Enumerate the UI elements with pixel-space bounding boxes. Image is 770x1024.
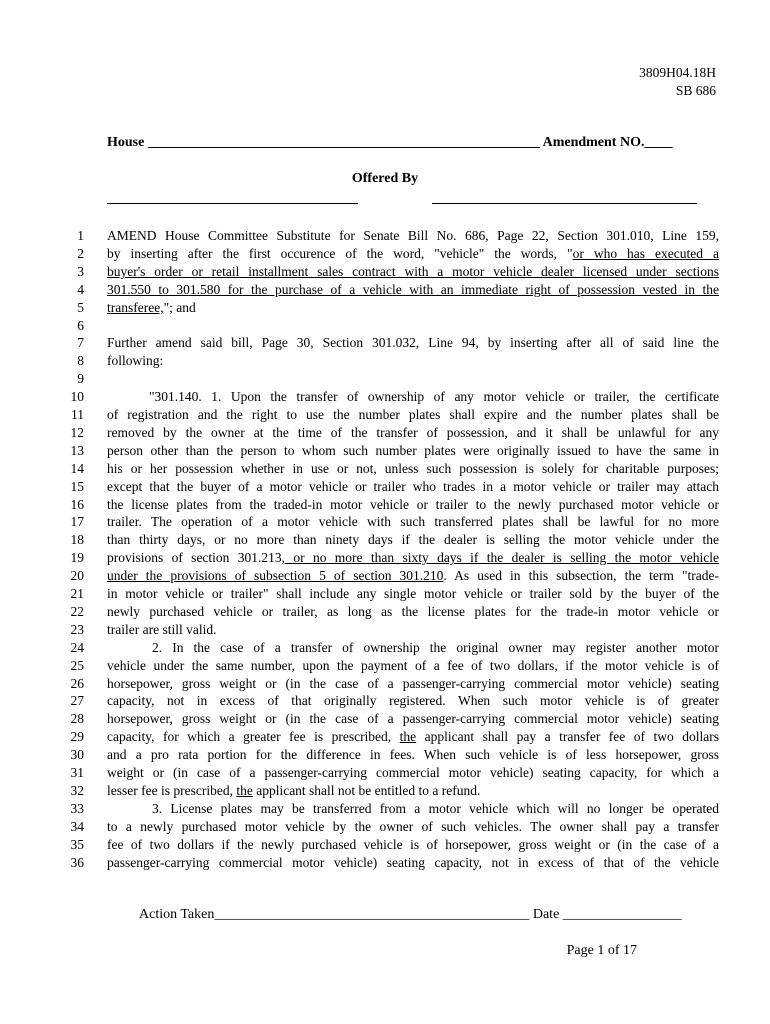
line-number: 27 xyxy=(70,693,84,709)
document-line xyxy=(0,424,770,442)
line-text xyxy=(107,478,719,496)
date-blank: _________________ xyxy=(562,907,682,922)
line-text-segment: "; and xyxy=(163,299,196,315)
document-line xyxy=(0,406,770,424)
line-number: 3 xyxy=(77,263,84,279)
line-number: 11 xyxy=(71,407,84,422)
line-text-segment: . As used in this subsection, the term "trade- xyxy=(443,568,719,584)
document-line xyxy=(0,352,770,370)
line-text xyxy=(107,227,719,245)
amendment-number-blank: ____ xyxy=(644,135,673,150)
line-number: 7 xyxy=(77,335,84,351)
line-text xyxy=(107,442,719,460)
document-line xyxy=(0,782,770,800)
line-text-segment: passenger-carrying commercial motor vehicle) seating capacity, not in excess of that of the vehicle xyxy=(107,854,719,870)
document-line xyxy=(0,513,770,531)
document-line xyxy=(0,263,770,281)
line-text xyxy=(107,603,719,621)
line-text xyxy=(107,675,719,693)
line-number: 21 xyxy=(70,586,84,601)
line-number: 31 xyxy=(70,765,84,780)
line-text-segment: capacity, for which a greater fee is prescribed, xyxy=(107,729,400,745)
page-number: Page 1 of 17 xyxy=(566,943,637,958)
line-text-segment: AMEND House Committee Substitute for Senate Bill No. 686, Page 22, Section 301.010, Line 159, xyxy=(107,228,719,243)
line-text xyxy=(107,639,719,657)
line-number: 18 xyxy=(70,532,84,548)
line-number: 24 xyxy=(70,639,84,655)
document-line xyxy=(0,299,770,317)
line-number: 35 xyxy=(70,836,84,852)
house-amendment-line xyxy=(107,135,672,151)
line-text-segment: newly purchased vehicle or trailer, as long as the license plates for the trade-in motor vehicle or xyxy=(107,603,719,619)
line-text-segment: and a pro rata portion for the difference in fees. When such vehicle is of less horsepower, gross xyxy=(107,747,719,763)
line-text-segment: person other than the person to whom such number plates were originally issued to have the same in xyxy=(107,442,719,458)
line-text xyxy=(107,460,719,478)
line-text-segment: capacity, not in excess of that originally registered. When such motor vehicle is of greater xyxy=(107,693,719,709)
inserted-text: 301.550 to 301.580 for the purchase of a vehicle with an immediate right of possession vested in the xyxy=(107,281,719,297)
document-line xyxy=(0,692,770,710)
line-text-segment: in motor vehicle or trailer" shall include any single motor vehicle or trailer sold by the buyer of the xyxy=(107,586,719,601)
document-line xyxy=(0,657,770,675)
document-line xyxy=(0,639,770,657)
line-text-segment: weight or (in case of a passenger-carrying commercial motor vehicle) seating capacity, for which a xyxy=(107,765,719,780)
document-line xyxy=(0,370,770,388)
line-number: 30 xyxy=(70,747,84,763)
document-line xyxy=(0,603,770,621)
line-number: 13 xyxy=(70,442,84,458)
document-line xyxy=(0,675,770,693)
line-text-segment: applicant shall not be entitled to a refund. xyxy=(252,782,481,798)
document-line xyxy=(0,710,770,728)
line-number: 17 xyxy=(70,514,84,530)
document-line xyxy=(0,621,770,639)
offered-by-signature-line-left xyxy=(107,203,358,204)
line-number: 6 xyxy=(77,317,84,333)
line-number: 23 xyxy=(70,621,84,637)
line-text xyxy=(107,621,719,639)
line-text xyxy=(107,424,719,442)
line-number: 25 xyxy=(70,657,84,673)
line-text-segment: following: xyxy=(107,353,164,369)
line-text-segment: applicant shall pay a transfer fee of two dollars xyxy=(416,729,719,745)
document-line xyxy=(0,245,770,263)
line-text-segment: "301.140. 1. Upon the transfer of ownership of any motor vehicle or trailer, the certificate xyxy=(149,389,719,405)
document-line xyxy=(0,460,770,478)
line-number: 26 xyxy=(70,675,84,691)
line-text xyxy=(107,728,719,746)
document-line xyxy=(0,281,770,299)
inserted-text: or who has executed a xyxy=(572,245,719,261)
line-text-segment: provisions of section 301.213 xyxy=(107,550,282,566)
line-text-segment: his or her possession whether in use or not, unless such possession is solely for charitable purposes; xyxy=(107,460,719,476)
line-text-segment: than thirty days, or no more than ninety days if the dealer is selling the motor vehicle under the xyxy=(107,532,719,548)
line-number: 36 xyxy=(70,854,84,870)
line-text xyxy=(107,782,719,800)
line-number: 9 xyxy=(77,371,84,387)
line-text xyxy=(107,334,719,352)
line-text xyxy=(107,245,719,263)
document-line xyxy=(0,746,770,764)
inserted-text: the xyxy=(399,729,417,745)
line-text xyxy=(107,299,719,317)
line-number: 2 xyxy=(77,245,84,261)
line-text-segment: removed by the owner at the time of the transfer of possession, and it shall be unlawful for any xyxy=(107,424,719,440)
offered-by-signature-line-right xyxy=(432,203,697,204)
line-text-segment: 2. In the case of a transfer of ownership the original owner may register another motor xyxy=(152,639,719,655)
line-text xyxy=(107,567,719,585)
document-line xyxy=(0,478,770,496)
document-line xyxy=(0,388,770,406)
line-text xyxy=(107,836,719,854)
line-text-segment: 3. License plates may be transferred from a motor vehicle which will no longer be operated xyxy=(152,800,719,816)
line-text xyxy=(107,496,719,514)
line-number: 29 xyxy=(70,729,84,745)
document-line xyxy=(0,818,770,836)
line-number: 33 xyxy=(70,800,84,816)
line-number: 5 xyxy=(77,299,84,315)
action-taken-line xyxy=(139,907,682,923)
line-text-segment: except that the buyer of a motor vehicle or trailer who trades in a motor vehicle or trailer may attach xyxy=(107,478,719,494)
line-text-segment: trailer are still valid. xyxy=(107,621,217,637)
document-line xyxy=(0,764,770,782)
line-text-segment: lesser fee is prescribed, xyxy=(107,782,237,798)
document-code: 3809H04.18H xyxy=(639,65,716,80)
line-text-segment: to a newly purchased motor vehicle by the owner of such vehicles. The owner shall pay a transfer xyxy=(107,818,719,834)
inserted-text: the xyxy=(236,782,253,798)
line-number: 19 xyxy=(70,550,84,566)
line-text xyxy=(107,406,719,424)
bill-number: SB 686 xyxy=(675,83,716,98)
line-number: 16 xyxy=(70,496,84,512)
line-number: 20 xyxy=(70,568,84,584)
date-label: Date xyxy=(532,907,560,922)
document-line xyxy=(0,496,770,514)
line-number: 22 xyxy=(70,603,84,619)
line-text xyxy=(107,818,719,836)
document-line xyxy=(0,531,770,549)
document-line xyxy=(0,567,770,585)
line-text xyxy=(107,710,719,728)
document-line xyxy=(0,549,770,567)
line-number: 28 xyxy=(70,711,84,727)
line-text xyxy=(107,692,719,710)
line-number: 34 xyxy=(70,818,84,834)
line-number: 8 xyxy=(77,353,84,369)
line-text xyxy=(107,388,719,406)
document-line xyxy=(0,728,770,746)
line-text-segment: trailer. The operation of a motor vehicle with such transferred plates shall be lawful for no more xyxy=(107,514,719,530)
line-text-segment: horsepower, gross weight or (in the case of a passenger-carrying commercial motor vehicle) seating xyxy=(107,711,719,727)
line-text-segment: vehicle under the same number, upon the payment of a fee of two dollars, if the motor vehicle is of xyxy=(107,657,719,673)
document-header xyxy=(639,64,716,100)
line-text-segment: the license plates from the traded-in motor vehicle or trailer to the newly purchased motor vehicle or xyxy=(107,496,719,512)
line-number: 12 xyxy=(70,424,84,440)
line-text xyxy=(107,531,719,549)
line-text xyxy=(107,800,719,818)
document-line xyxy=(0,800,770,818)
line-text xyxy=(107,585,719,603)
offered-by-heading: Offered By xyxy=(351,171,419,186)
line-text xyxy=(107,263,719,281)
line-text xyxy=(107,746,719,764)
inserted-text: , or no more than sixty days if the dealer is selling the motor vehicle xyxy=(281,550,719,566)
document-line xyxy=(0,854,770,872)
line-text xyxy=(107,549,719,567)
line-number: 10 xyxy=(70,389,84,405)
line-number: 1 xyxy=(77,228,84,243)
document-line xyxy=(0,227,770,245)
line-text-segment: fee of two dollars if the newly purchased vehicle is of horsepower, gross weight or (in the case of a xyxy=(107,836,719,852)
document-line xyxy=(0,317,770,335)
document-line xyxy=(0,442,770,460)
line-text xyxy=(107,657,719,675)
action-taken-blank: _____________________________________________ xyxy=(214,907,530,922)
amendment-label: Amendment NO. xyxy=(542,135,645,150)
line-text-segment: horsepower, gross weight or (in the case of a passenger-carrying commercial motor vehicle) seating xyxy=(107,675,719,691)
line-text xyxy=(107,854,719,872)
line-text-segment: of registration and the right to use the number plates shall expire and the number plates shall be xyxy=(107,407,719,422)
action-taken-label: Action Taken xyxy=(139,907,215,922)
line-number: 14 xyxy=(70,460,84,476)
line-text-segment: by inserting after the first occurence of the word, "vehicle" the words, " xyxy=(107,245,573,261)
line-text xyxy=(107,352,719,370)
inserted-text: transferee, xyxy=(107,299,164,315)
line-text xyxy=(107,513,719,531)
house-blank: ________________________________________________________ xyxy=(147,135,540,150)
inserted-text: buyer's order or retail installment sales contract with a motor vehicle dealer licensed under sections xyxy=(107,263,719,279)
inserted-text: under the provisions of subsection 5 of section 301.210 xyxy=(107,568,444,584)
line-number: 15 xyxy=(70,478,84,494)
line-text xyxy=(107,764,719,782)
document-line xyxy=(0,334,770,352)
house-label: House xyxy=(107,135,145,150)
document-line xyxy=(0,585,770,603)
document-line xyxy=(0,836,770,854)
line-number: 32 xyxy=(70,782,84,798)
line-text-segment: Further amend said bill, Page 30, Section 301.032, Line 94, by inserting after all of said line the xyxy=(107,335,719,351)
line-number: 4 xyxy=(77,281,84,297)
line-text xyxy=(107,281,719,299)
